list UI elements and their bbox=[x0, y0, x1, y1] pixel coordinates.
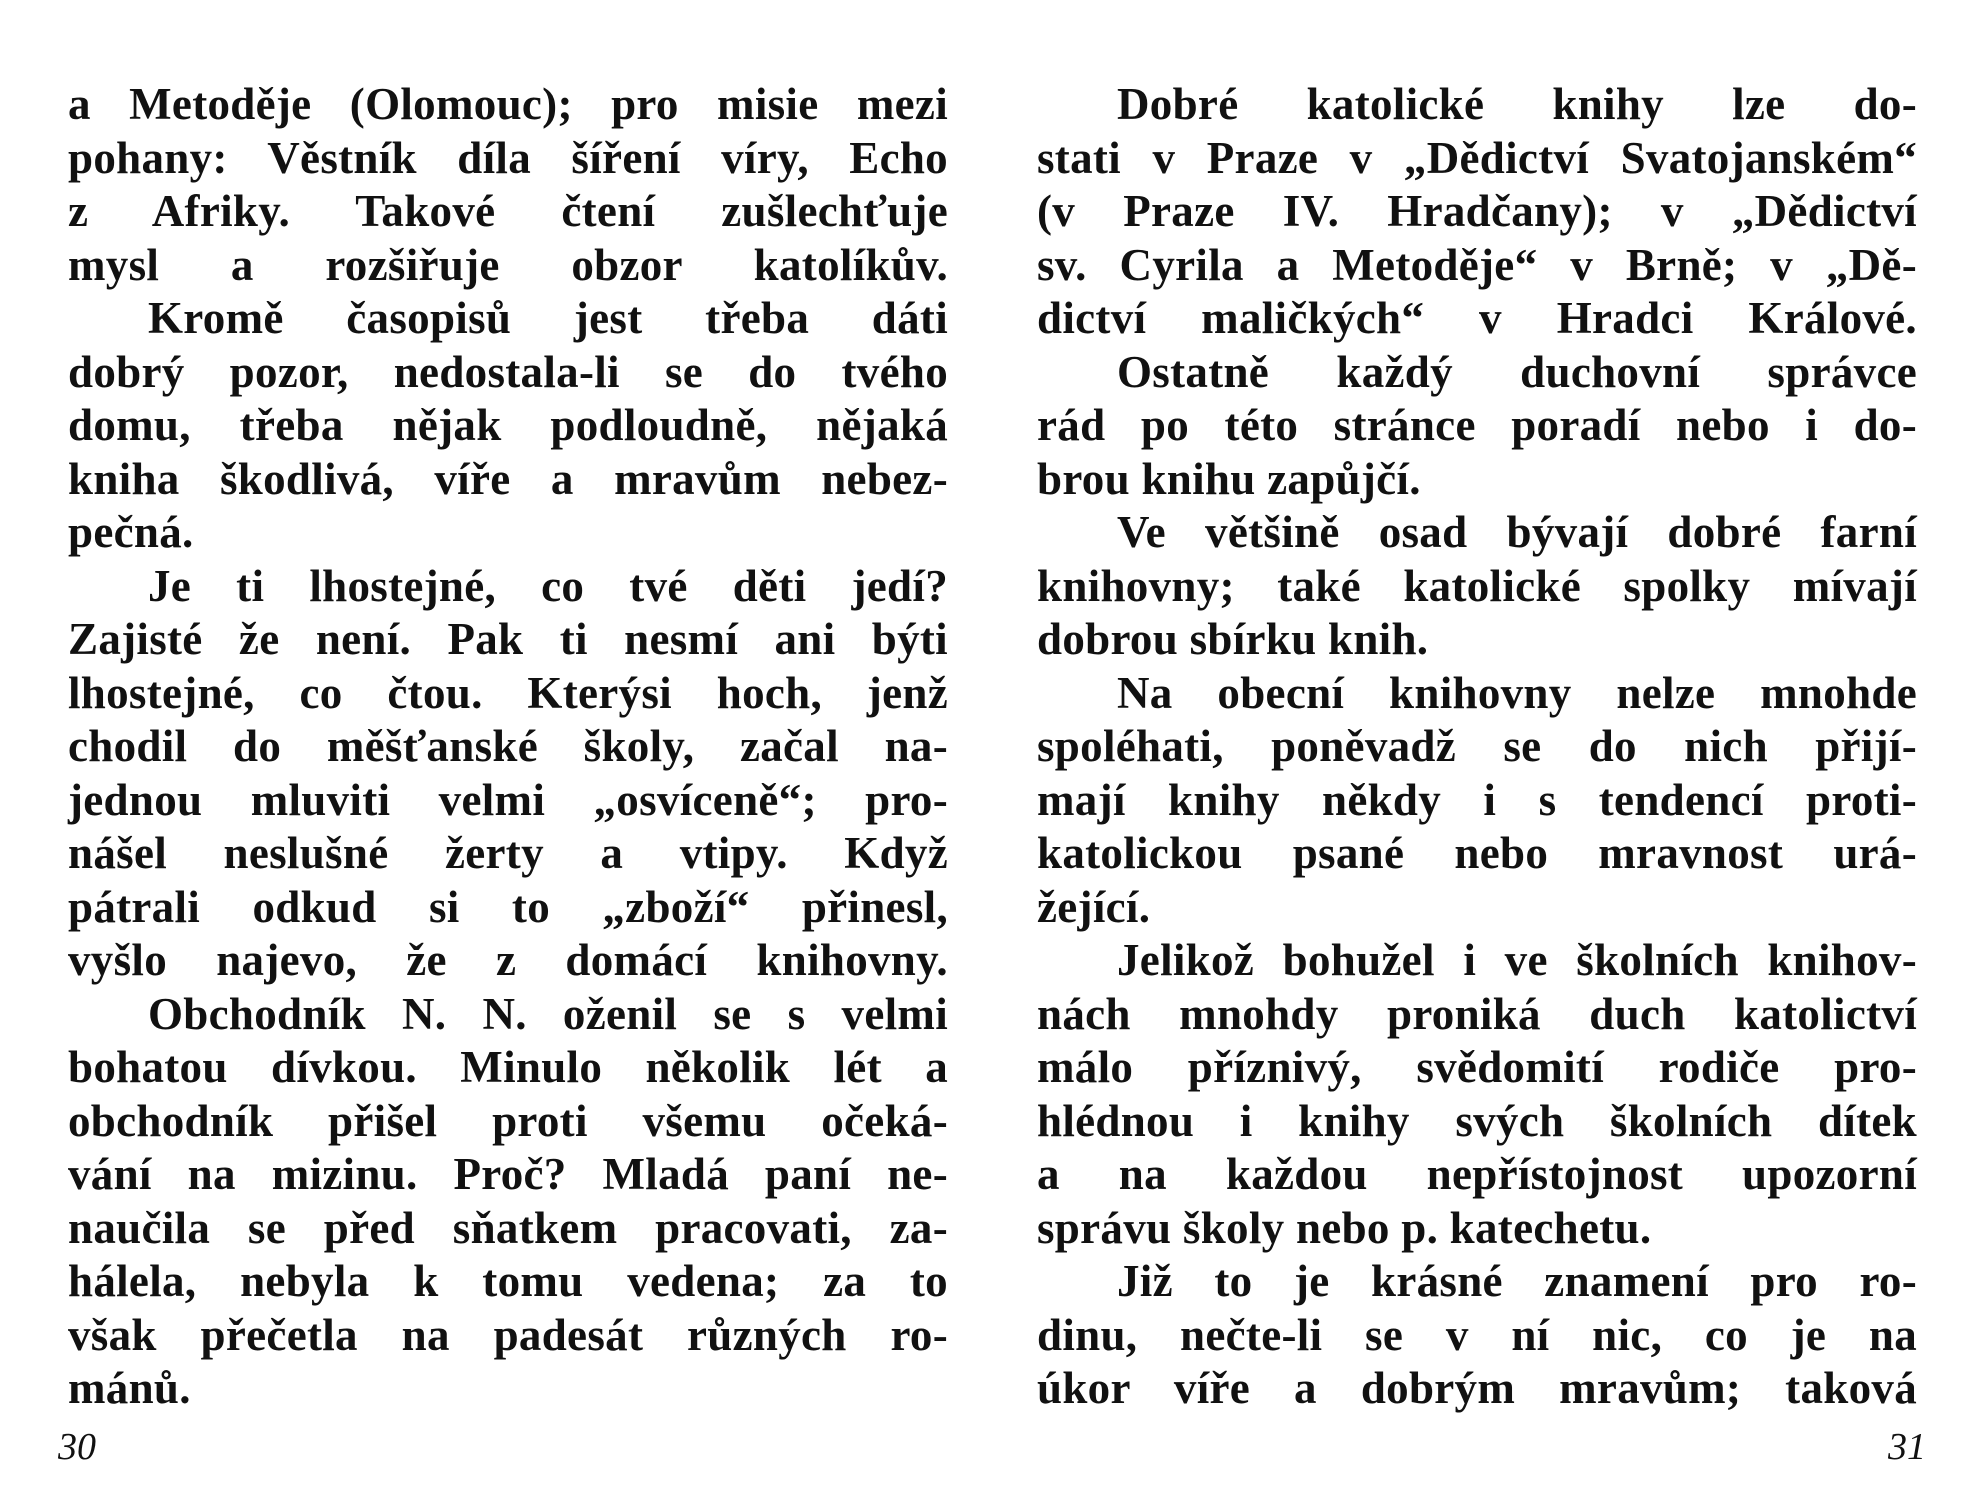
text-line: dobrý pozor, nedostala-li se do tvého bbox=[68, 346, 948, 397]
text-line: z Afriky. Takové čtení zušlechťuje bbox=[68, 186, 948, 236]
paragraph-start-line: Jelikož bohužel i ve školních knihov- bbox=[1117, 935, 1917, 985]
text-line: domu, třeba nějak podloudně, nějaká bbox=[68, 400, 948, 450]
text-line: katolickou psané nebo mravnost urá- bbox=[1037, 828, 1917, 878]
text-line: chodil do měšťanské školy, začal na- bbox=[68, 721, 948, 771]
paragraph-start-line: Ostatně každý duchovní správce bbox=[1117, 346, 1917, 397]
left-text-column bbox=[68, 78, 948, 1416]
text-line: obchodník přišel proti všemu očeká- bbox=[68, 1095, 948, 1146]
text-line: kniha škodlivá, víře a mravům nebez- bbox=[68, 453, 948, 504]
text-line: a na každou nepřístojnost upozorní bbox=[1037, 1149, 1917, 1199]
text-line: vání na mizinu. Proč? Mladá paní ne- bbox=[68, 1149, 948, 1199]
text-line: bohatou dívkou. Minulo několik lét a bbox=[68, 1042, 948, 1092]
text-line: málo příznivý, svědomití rodiče pro- bbox=[1037, 1042, 1917, 1092]
text-line: Zajisté že není. Pak ti nesmí ani býti bbox=[68, 614, 948, 664]
paragraph-start-line: Je ti lhostejné, co tvé děti jedí? bbox=[148, 560, 948, 611]
text-line: hlédnou i knihy svých školních dítek bbox=[1037, 1095, 1917, 1146]
text-line: mají knihy někdy i s tendencí proti- bbox=[1037, 774, 1917, 825]
text-line: nách mnohdy proniká duch katolictví bbox=[1037, 988, 1917, 1039]
text-line: knihovny; také katolické spolky mívají bbox=[1037, 560, 1917, 611]
text-line: dobrou sbírku knih. bbox=[1037, 614, 1429, 664]
paragraph-start-line: Dobré katolické knihy lze do- bbox=[1117, 79, 1917, 129]
paragraph-start-line: Kromě časopisů jest třeba dáti bbox=[148, 293, 948, 343]
text-line: pátrali odkud si to „zboží“ přinesl, bbox=[68, 881, 948, 932]
paragraph-start-line: Obchodník N. N. oženil se s velmi bbox=[148, 988, 948, 1039]
text-line: jednou mluviti velmi „osvíceně“; pro- bbox=[68, 774, 948, 825]
text-line: a Metoděje (Olomouc); pro misie mezi bbox=[68, 79, 948, 129]
paragraph-start-line: Na obecní knihovny nelze mnohde bbox=[1117, 667, 1917, 718]
text-line: pečná. bbox=[68, 507, 194, 557]
text-line: (v Praze IV. Hradčany); v „Dědictví bbox=[1037, 186, 1917, 236]
text-line: dinu, nečte-li se v ní nic, co je na bbox=[1037, 1309, 1917, 1360]
text-line: pohany: Věstník díla šíření víry, Echo bbox=[68, 132, 948, 183]
page-number-right: 31 bbox=[1888, 1426, 1926, 1468]
text-line: rád po této stránce poradí nebo i do- bbox=[1037, 400, 1917, 450]
text-line: mánů. bbox=[68, 1363, 191, 1413]
page-number-left: 30 bbox=[58, 1426, 96, 1468]
text-line: hálela, nebyla k tomu vedena; za to bbox=[68, 1256, 948, 1306]
paragraph-start-line: Již to je krásné znamení pro ro- bbox=[1117, 1256, 1917, 1306]
text-line: brou knihu zapůjčí. bbox=[1037, 453, 1421, 504]
text-line: mysl a rozšiřuje obzor katolíkův. bbox=[68, 239, 948, 290]
text-line: naučila se před sňatkem pracovati, za- bbox=[68, 1202, 948, 1253]
text-line: dictví maličkých“ v Hradci Králové. bbox=[1037, 293, 1917, 343]
right-text-column bbox=[1037, 78, 1917, 1416]
text-line: však přečetla na padesát různých ro- bbox=[68, 1309, 948, 1360]
text-line: sv. Cyrila a Metoděje“ v Brně; v „Dě- bbox=[1037, 239, 1917, 290]
text-line: žející. bbox=[1037, 881, 1151, 932]
text-line: lhostejné, co čtou. Kterýsi hoch, jenž bbox=[68, 667, 948, 718]
text-line: spoléhati, poněvadž se do nich přijí- bbox=[1037, 721, 1917, 771]
text-line: vyšlo najevo, že z domácí knihovny. bbox=[68, 935, 948, 985]
paragraph-start-line: Ve většině osad bývají dobré farní bbox=[1117, 507, 1917, 557]
text-line: úkor víře a dobrým mravům; taková bbox=[1037, 1363, 1917, 1413]
text-line: správu školy nebo p. katechetu. bbox=[1037, 1202, 1652, 1253]
right-page bbox=[989, 0, 1978, 1500]
text-line: nášel neslušné žerty a vtipy. Když bbox=[68, 828, 948, 878]
text-line: stati v Praze v „Dědictví Svatojanském“ bbox=[1037, 132, 1917, 183]
